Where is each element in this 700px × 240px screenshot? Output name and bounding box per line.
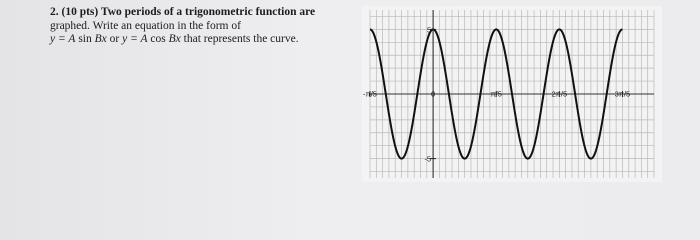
y-tick-label: -5 bbox=[424, 154, 432, 164]
problem-text bbox=[50, 6, 350, 47]
problem-statement-tail: that represents the curve. bbox=[180, 33, 299, 45]
problem-statement-line-2: graphed. Write an equation in the form of bbox=[50, 19, 241, 32]
x-tick-label: 2π/5 bbox=[551, 89, 568, 99]
x-tick-label: -π/5 bbox=[363, 89, 377, 99]
trig-graph bbox=[362, 6, 662, 182]
graph-canvas bbox=[362, 6, 662, 182]
equation-form-cosine: y = A cos Bx bbox=[122, 33, 181, 45]
problem-statement-line-1: 2. (10 pts) Two periods of a trigonometric function are bbox=[50, 6, 316, 18]
problem-statement-line-3 bbox=[50, 33, 350, 47]
equation-form-sine: y = A sin Bx bbox=[50, 33, 107, 45]
x-tick-label: π/5 bbox=[490, 89, 502, 99]
conjunction-or: or bbox=[106, 33, 123, 45]
x-tick-label: 0 bbox=[431, 89, 436, 99]
x-tick-label: 3π/5 bbox=[614, 89, 631, 99]
y-tick-label: 5 bbox=[426, 25, 432, 35]
